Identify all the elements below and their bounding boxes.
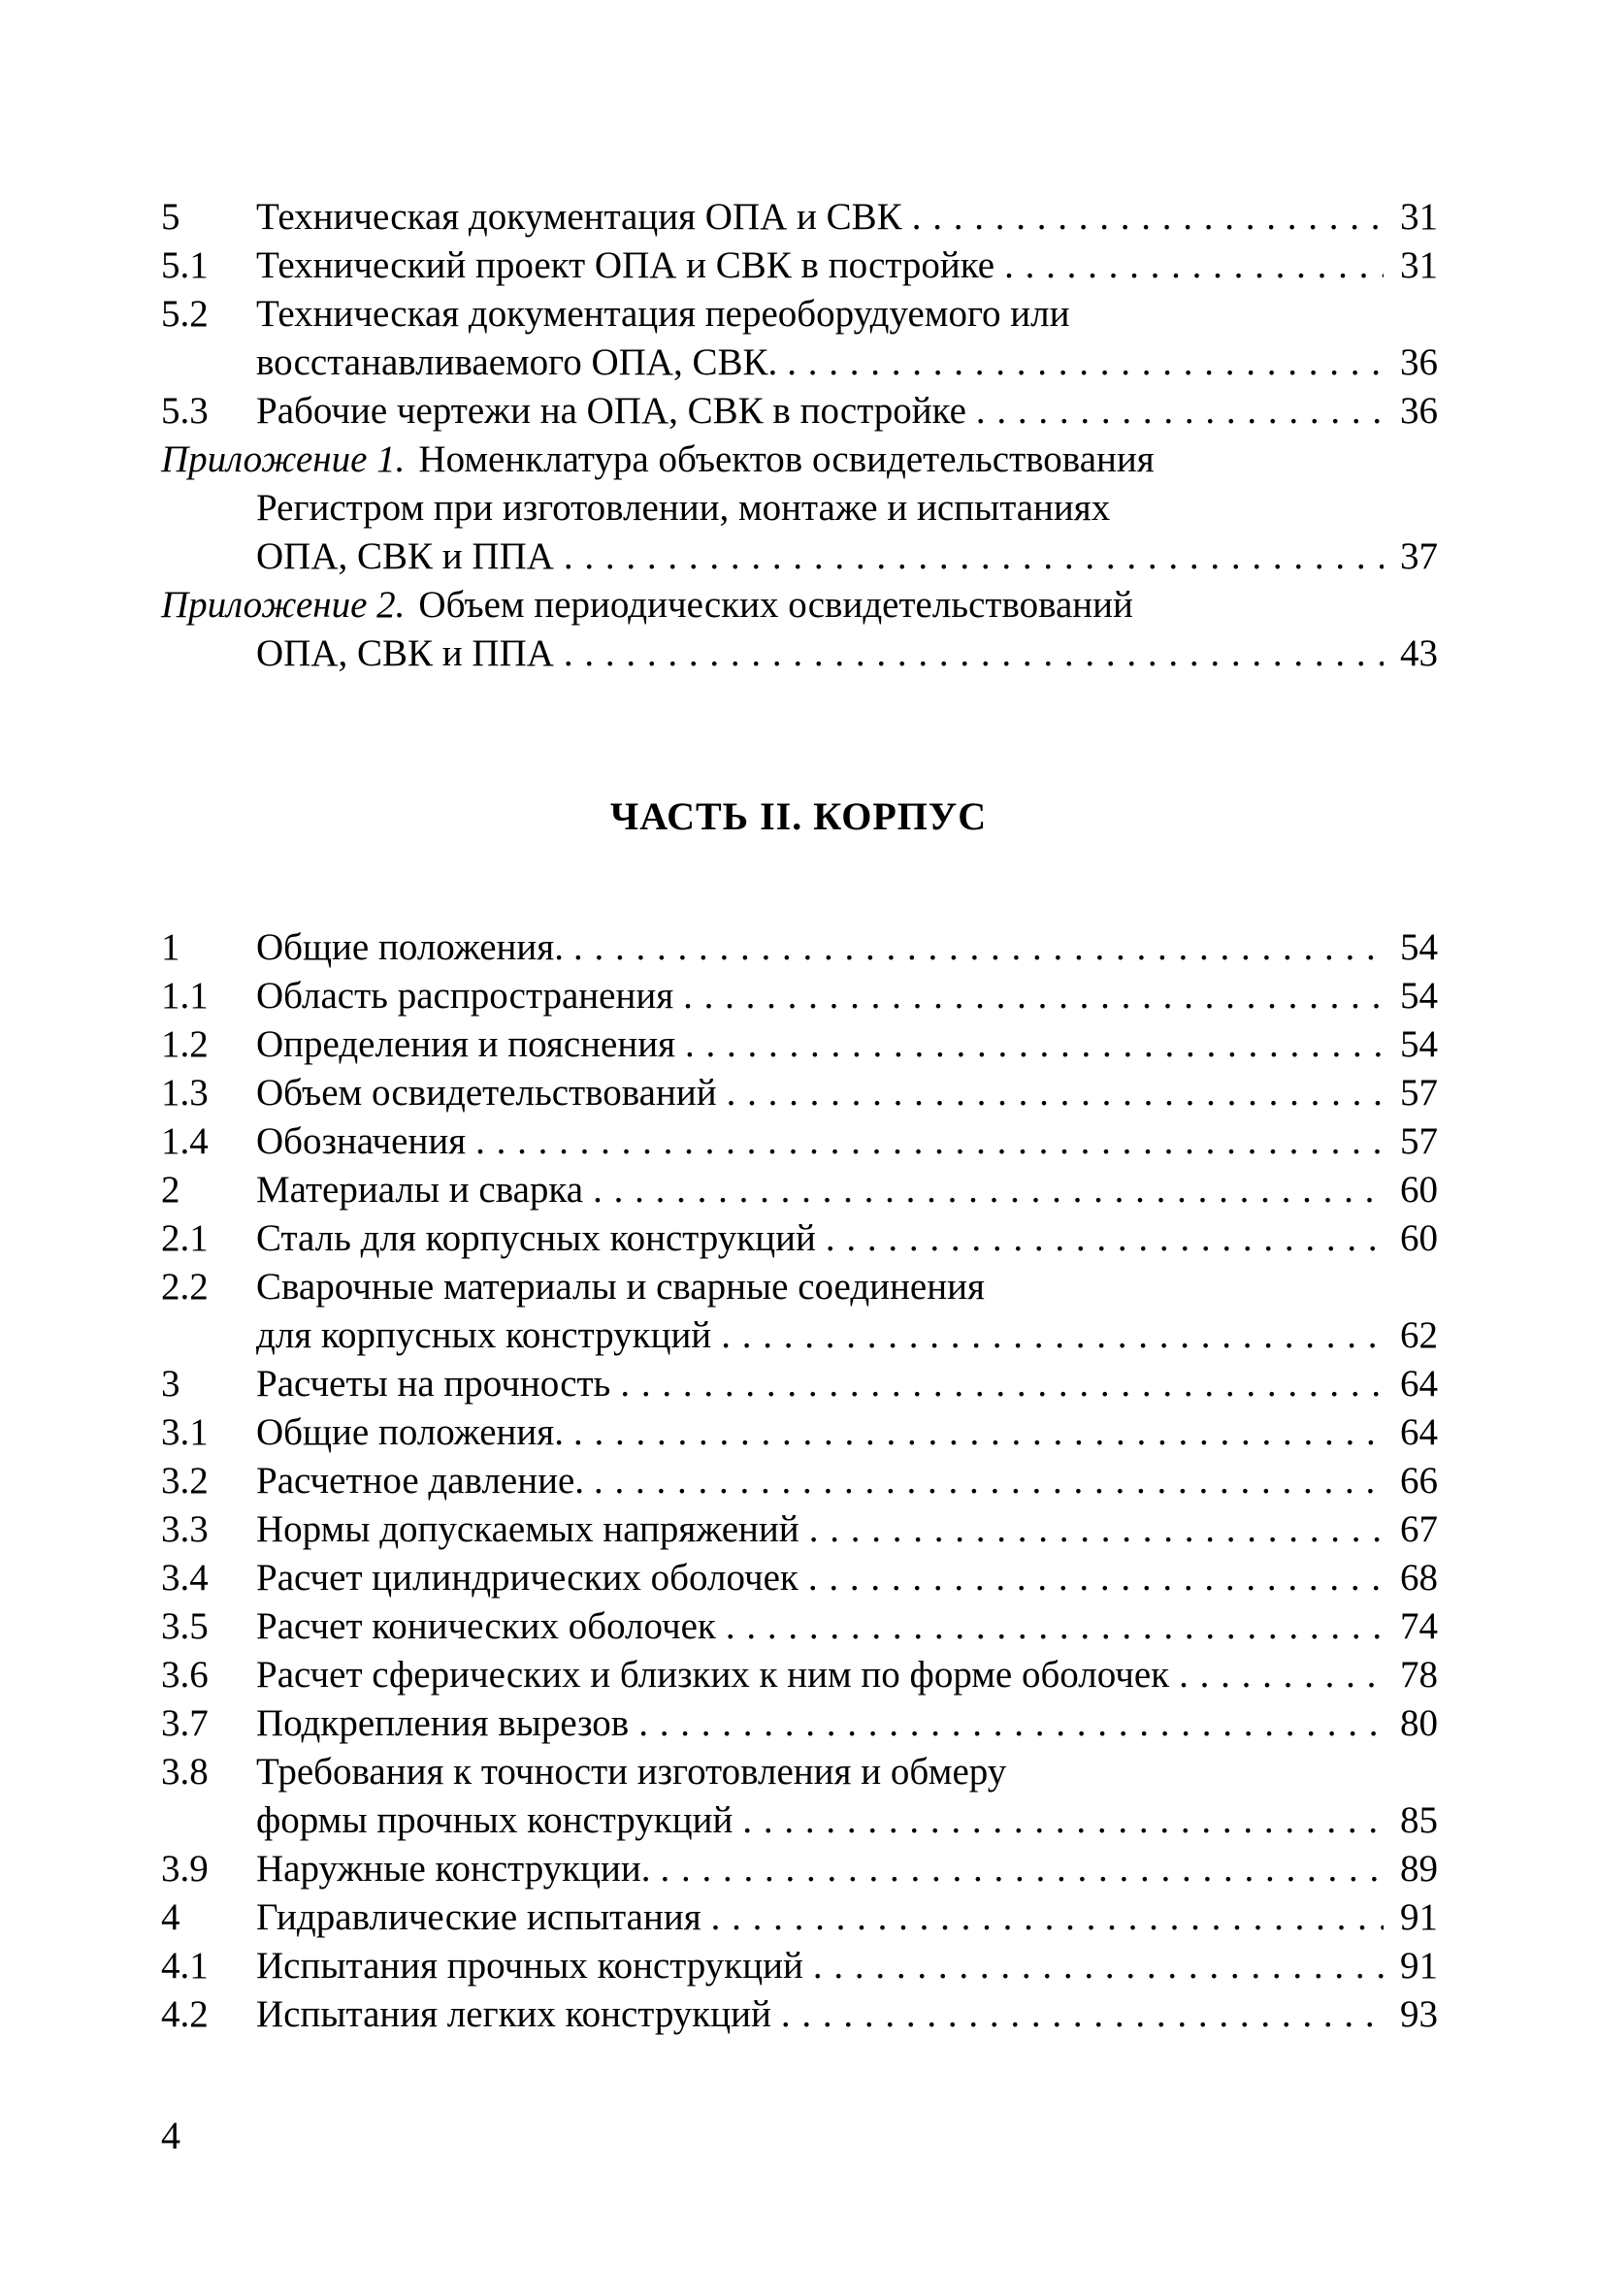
section-number: 3.4 [161,1557,209,1599]
dot-leader [912,193,1384,242]
dot-leader [1004,242,1384,290]
dot-leader [594,1457,1384,1505]
dot-leader [593,1166,1384,1214]
page-ref: 43 [1400,632,1438,674]
section-number: 3.8 [161,1751,209,1793]
toc-line [161,923,1438,972]
section-title: Область распространения [256,975,674,1017]
section-title: Требования к точности изготовления и обмеру [256,1751,1007,1793]
page-ref: 78 [1400,1654,1438,1696]
dot-leader [726,1602,1384,1651]
dot-leader [475,1117,1384,1166]
toc-line [161,1942,1438,1990]
toc-entry [161,1651,1438,1699]
page-ref: 31 [1400,244,1438,286]
page-ref: 91 [1400,1945,1438,1987]
page-ref: 85 [1400,1799,1438,1841]
dot-leader [638,1699,1384,1748]
toc-entry [161,1263,1438,1360]
section-title: Материалы и сварка [256,1169,584,1211]
appendix-label: Приложение 1. [161,438,406,480]
section-title: Расчет сферических и близких к ним по форме оболочек [256,1654,1170,1696]
page-ref: 60 [1400,1169,1438,1211]
appendix-label: Приложение 2. [161,584,406,626]
toc-line [161,1796,1438,1845]
section-title: ОПА, СВК и ППА [256,632,554,674]
section-title: Регистром при изготовлении, монтаже и испытаниях [256,487,1111,529]
toc-entry [161,1117,1438,1166]
section-number: 1.4 [161,1120,209,1162]
page-ref: 36 [1400,390,1438,432]
toc-line [161,484,1438,533]
section-number: 5.3 [161,390,209,432]
page-ref: 36 [1400,341,1438,383]
dot-leader [620,1360,1384,1408]
section-title: Рабочие чертежи на ОПА, СВК в постройке [256,390,966,432]
section-title: Нормы допускаемых напряжений [256,1508,799,1550]
toc-line [161,290,1438,339]
page-ref: 54 [1400,975,1438,1017]
section-title: Обозначения [256,1120,467,1162]
dot-leader [809,1505,1384,1554]
section-number: 4.1 [161,1945,209,1987]
toc-entry [161,1360,1438,1408]
toc-entry [161,923,1438,972]
section-number: 3.6 [161,1654,209,1696]
toc-line [161,1069,1438,1117]
section-title: Расчет конических оболочек [256,1605,716,1647]
section-title: Объем освидетельствований [256,1072,717,1114]
toc-entry [161,1845,1438,1893]
page-ref: 62 [1400,1314,1438,1356]
section-title: Испытания прочных конструкций [256,1945,803,1987]
toc-entry [161,1893,1438,1942]
toc-entry [161,1602,1438,1651]
section-title: Техническая документация переоборудуемого или [256,293,1070,335]
toc-line [161,1554,1438,1602]
toc-line [161,1020,1438,1069]
section-number: 2.2 [161,1266,209,1308]
section-number: 3.7 [161,1702,209,1744]
toc-line [161,242,1438,290]
dot-leader [976,387,1384,436]
toc-line [161,1311,1438,1360]
page-ref: 64 [1400,1363,1438,1405]
toc-line [161,630,1438,678]
page-ref: 93 [1400,1993,1438,2035]
dot-leader [813,1942,1384,1990]
page-ref: 89 [1400,1848,1438,1890]
section-title: Расчеты на прочность [256,1363,611,1405]
toc-entry [161,1214,1438,1263]
toc-entry [161,1020,1438,1069]
section-title: Подкрепления вырезов [256,1702,630,1744]
toc-entry [161,1554,1438,1602]
page-ref: 57 [1400,1120,1438,1162]
section-number: 3.2 [161,1460,209,1502]
toc-line [161,1602,1438,1651]
section-title: Сварочные материалы и сварные соединения [256,1266,985,1308]
toc-entry [161,436,1438,581]
section-title: для корпусных конструкций [256,1314,712,1356]
toc-entry [161,1166,1438,1214]
section-title: Техническая документация ОПА и СВК [256,196,902,238]
section-number: 1 [161,926,180,968]
toc-entry [161,387,1438,436]
page-number: 4 [161,2114,180,2157]
dot-leader [721,1311,1384,1360]
part-heading: ЧАСТЬ II. КОРПУС [609,794,988,838]
dot-leader [683,972,1384,1020]
section-title: Расчетное давление. [256,1460,585,1502]
section-number: 1.2 [161,1023,209,1065]
page-ref: 31 [1400,196,1438,238]
dot-leader [787,339,1384,387]
toc-entry [161,1069,1438,1117]
toc-line [161,1263,1438,1311]
toc-line [161,1505,1438,1554]
page-ref: 60 [1400,1217,1438,1259]
toc-line [161,1990,1438,2039]
toc-part2 [161,923,1438,2039]
section-title: Технический проект ОПА и СВК в постройке [256,244,995,286]
toc-line [161,1651,1438,1699]
section-number: 3.5 [161,1605,209,1647]
page-ref: 67 [1400,1508,1438,1550]
toc-entry [161,1990,1438,2039]
section-title: формы прочных конструкций [256,1799,733,1841]
page-ref: 64 [1400,1411,1438,1453]
toc-entry [161,1505,1438,1554]
section-number: 3.9 [161,1848,209,1890]
page-ref: 74 [1400,1605,1438,1647]
dot-leader [711,1893,1384,1942]
toc-entry [161,1942,1438,1990]
toc-line [161,1214,1438,1263]
section-number: 5 [161,196,180,238]
section-title: Наружные конструкции. [256,1848,651,1890]
page-ref: 80 [1400,1702,1438,1744]
dot-leader [573,1408,1384,1457]
dot-leader [564,533,1384,581]
section-title: Испытания легких конструкций [256,1993,771,2035]
section-number: 4 [161,1896,180,1938]
section-number: 3.3 [161,1508,209,1550]
toc-line [161,1117,1438,1166]
dot-leader [661,1845,1385,1893]
toc-entry [161,290,1438,387]
section-title: Гидравлические испытания [256,1896,701,1938]
page-ref: 91 [1400,1896,1438,1938]
toc-line [161,1893,1438,1942]
section-title: Общие положения. [256,1411,564,1453]
section-title: Объем периодических освидетельствований [418,584,1133,626]
section-title: Общие положения. [256,926,564,968]
toc-line [161,193,1438,242]
page-ref: 37 [1400,535,1438,577]
dot-leader [742,1796,1384,1845]
dot-leader [564,630,1384,678]
toc-line [161,1845,1438,1893]
dot-leader [808,1554,1384,1602]
toc-line [161,1408,1438,1457]
page-ref: 54 [1400,1023,1438,1065]
dot-leader [826,1214,1384,1263]
section-title: восстанавливаемого ОПА, СВК. [256,341,778,383]
section-number: 4.2 [161,1993,209,2035]
toc-line [161,1699,1438,1748]
section-title: Определения и пояснения [256,1023,676,1065]
section-number: 2.1 [161,1217,209,1259]
section-number: 1.1 [161,975,209,1017]
section-number: 1.3 [161,1072,209,1114]
section-number: 3.1 [161,1411,209,1453]
section-number: 5.1 [161,244,209,286]
toc-entry [161,1408,1438,1457]
section-title: Расчет цилиндрических оболочек [256,1557,798,1599]
dot-leader [573,923,1384,972]
dot-leader [727,1069,1384,1117]
page-ref: 54 [1400,926,1438,968]
toc-line [161,581,1438,630]
section-title: Сталь для корпусных конструкций [256,1217,816,1259]
toc-entry [161,972,1438,1020]
dot-leader [685,1020,1384,1069]
toc-entry [161,193,1438,242]
toc-entry [161,1699,1438,1748]
dot-leader [1179,1651,1384,1699]
toc-line [161,972,1438,1020]
section-number: 5.2 [161,293,209,335]
section-title: Номенклатура объектов освидетельствования [418,438,1155,480]
toc-line [161,1360,1438,1408]
toc-line [161,436,1438,484]
toc-line [161,387,1438,436]
toc-line [161,533,1438,581]
toc-entry [161,242,1438,290]
toc-line [161,339,1438,387]
page-ref: 57 [1400,1072,1438,1114]
dot-leader [781,1990,1384,2039]
toc-entry [161,1457,1438,1505]
toc-entry [161,581,1438,678]
page-ref: 68 [1400,1557,1438,1599]
toc-line [161,1166,1438,1214]
section-number: 2 [161,1169,180,1211]
toc-entry [161,1748,1438,1845]
toc-top [161,193,1438,678]
toc-line [161,1748,1438,1796]
toc-line [161,1457,1438,1505]
page-ref: 66 [1400,1460,1438,1502]
section-title: ОПА, СВК и ППА [256,535,554,577]
section-number: 3 [161,1363,180,1405]
